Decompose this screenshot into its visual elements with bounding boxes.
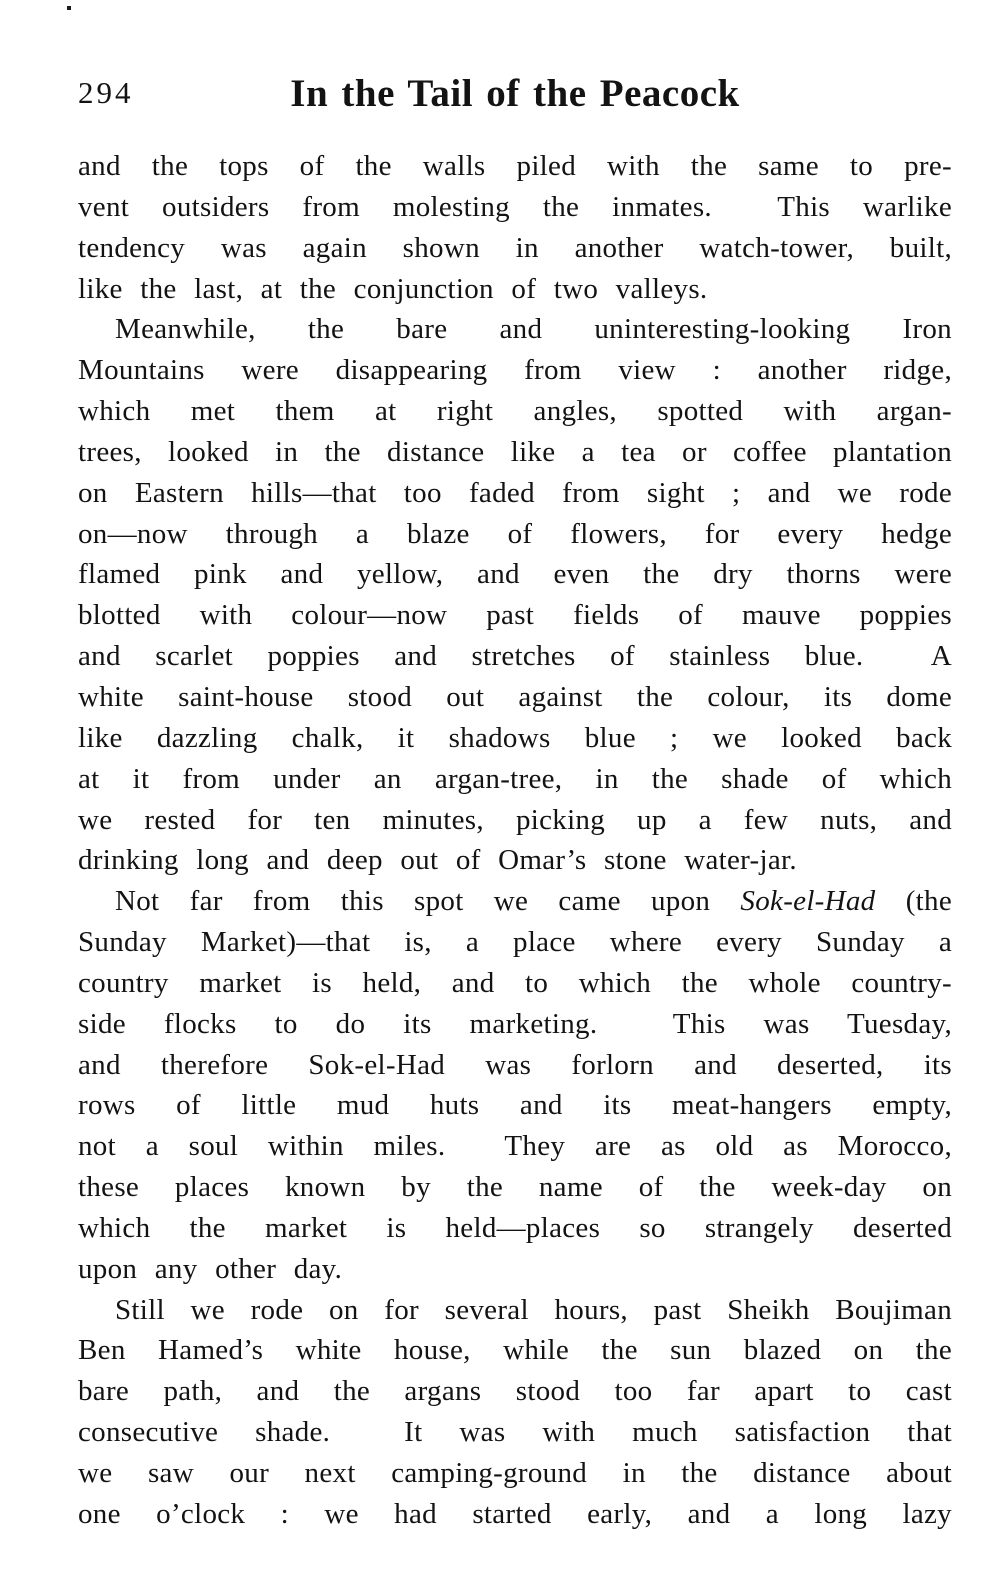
text-segment: country market is held, and to which the whole country- <box>78 966 952 999</box>
text-segment: tendency was again shown in another watch-tower, built, <box>78 231 952 264</box>
text-line <box>78 922 952 963</box>
text-line <box>78 1494 952 1535</box>
text-segment: and therefore Sok-el-Had was forlorn and deserted, its <box>78 1048 952 1081</box>
text-segment: and scarlet poppies and stretches of stainless blue. A <box>78 640 952 673</box>
text-line <box>78 1412 952 1453</box>
italic-term: Sok-el-Had <box>740 885 876 918</box>
text-line <box>78 269 952 310</box>
text-segment: on—now through a blaze of flowers, for every hedge <box>78 517 952 550</box>
text-segment: Mountains were disappearing from view : another ridge, <box>78 354 952 387</box>
text-line <box>78 963 952 1004</box>
text-line <box>78 432 952 473</box>
text-line <box>78 187 952 228</box>
text-segment: which met them at right angles, spotted with argan- <box>78 395 952 428</box>
text-line <box>78 309 952 350</box>
text-line <box>78 881 952 922</box>
text-segment: these places known by the name of the week-day on <box>78 1171 952 1204</box>
text-line <box>78 146 952 187</box>
text-line <box>78 228 952 269</box>
text-line <box>78 1004 952 1045</box>
text-line <box>78 554 952 595</box>
text-segment: consecutive shade. It was with much satisfaction that <box>78 1416 952 1449</box>
text-line <box>78 636 952 677</box>
text-segment: trees, looked in the distance like a tea or coffee plantation <box>78 435 952 468</box>
text-line <box>78 1126 952 1167</box>
text-segment: Not far from this spot we came upon <box>115 885 741 918</box>
page-header <box>78 63 952 125</box>
text-line <box>78 718 952 759</box>
text-line <box>78 800 952 841</box>
text-segment: which the market is held—places so strangely deserted <box>78 1211 952 1244</box>
text-segment: drinking long and deep out of Omar’s stone water-jar. <box>78 844 797 877</box>
text-segment: at it from under an argan-tree, in the shade of which <box>78 762 952 795</box>
paragraph <box>78 1290 952 1535</box>
text-segment: white saint-house stood out against the colour, its dome <box>78 680 952 713</box>
text-segment: (the <box>875 885 952 918</box>
text-segment: not a soul within miles. They are as old as Morocco, <box>78 1130 952 1163</box>
text-segment: upon any other day. <box>78 1252 343 1285</box>
text-segment: bare path, and the argans stood too far apart to cast <box>78 1375 952 1408</box>
text-line <box>78 350 952 391</box>
paragraph <box>78 309 952 881</box>
text-line <box>78 1208 952 1249</box>
text-segment: like dazzling chalk, it shadows blue ; we looked back <box>78 721 952 754</box>
text-segment: one o’clock : we had started early, and a long lazy <box>78 1497 952 1530</box>
text-line <box>78 759 952 800</box>
text-segment: Sunday Market)—that is, a place where every Sunday a <box>78 926 952 959</box>
paragraph <box>78 881 952 1289</box>
paragraph <box>78 146 952 309</box>
text-line <box>78 391 952 432</box>
text-line <box>78 1249 952 1290</box>
text-line <box>78 473 952 514</box>
text-segment: rows of little mud huts and its meat-hangers empty, <box>78 1089 952 1122</box>
text-line <box>78 1330 952 1371</box>
text-line <box>78 1085 952 1126</box>
text-segment: blotted with colour—now past fields of mauve poppies <box>78 599 952 632</box>
text-line <box>78 514 952 555</box>
text-segment: like the last, at the conjunction of two valleys. <box>78 272 708 305</box>
text-line <box>78 1453 952 1494</box>
text-line <box>78 1290 952 1331</box>
page-title: In the Tail of the Peacock <box>290 72 740 115</box>
text-line <box>78 1167 952 1208</box>
page-body <box>78 146 952 1535</box>
text-segment: flamed pink and yellow, and even the dry thorns were <box>78 558 952 591</box>
text-segment: Meanwhile, the bare and uninteresting-looking Iron <box>115 313 952 346</box>
text-line <box>78 595 952 636</box>
text-segment: and the tops of the walls piled with the same to pre- <box>78 150 952 182</box>
text-line <box>78 840 952 881</box>
text-segment: we rested for ten minutes, picking up a few nuts, and <box>78 803 952 836</box>
text-segment: vent outsiders from molesting the inmates. This warlike <box>78 190 952 223</box>
text-segment: we saw our next camping-ground in the distance about <box>78 1457 952 1489</box>
text-line <box>78 1371 952 1412</box>
page-number: 294 <box>78 75 134 110</box>
text-segment: on Eastern hills—that too faded from sight ; and we rode <box>78 476 952 509</box>
text-segment: Ben Hamed’s white house, while the sun blazed on the <box>78 1334 952 1367</box>
scan-artifact-dot <box>67 6 71 10</box>
text-segment: side flocks to do its marketing. This was Tuesday, <box>78 1007 952 1040</box>
text-line <box>78 677 952 718</box>
text-line <box>78 1045 952 1086</box>
text-segment: Still we rode on for several hours, past Sheikh Boujiman <box>115 1293 952 1326</box>
